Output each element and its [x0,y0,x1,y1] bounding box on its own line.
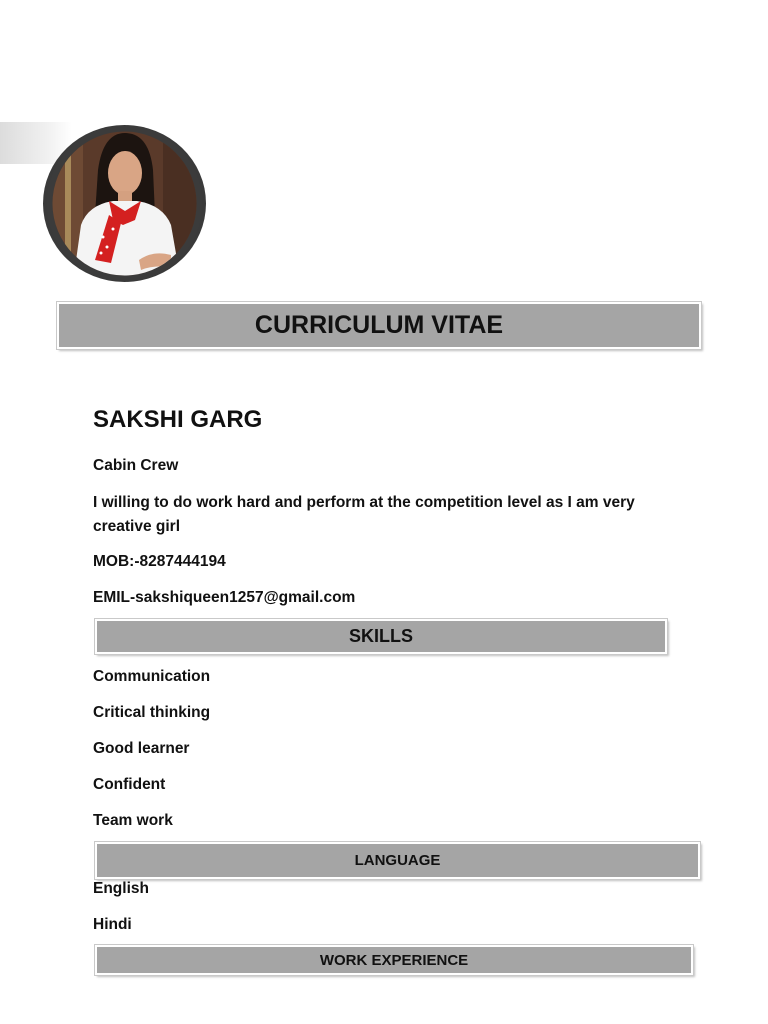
profile-photo [43,125,206,282]
cv-title-banner: CURRICULUM VITAE [57,302,701,349]
language-heading: LANGUAGE [95,842,700,879]
skill-item: Team work [93,812,173,829]
language-item: English [93,880,149,897]
candidate-role: Cabin Crew [93,457,179,474]
skills-heading: SKILLS [95,619,667,654]
language-item: Hindi [93,916,132,933]
candidate-name: SAKSHI GARG [93,406,263,433]
email-address: EMIL-sakshiqueen1257@gmail.com [93,589,356,606]
mobile-number: MOB:-8287444194 [93,553,226,570]
career-objective: I willing to do work hard and perform at the competition level as I am very creative girl [93,494,635,535]
skill-item: Good learner [93,740,190,757]
skill-item: Confident [93,776,166,793]
skill-item: Communication [93,668,211,685]
work-experience-heading: WORK EXPERIENCE [95,945,693,975]
skill-item: Critical thinking [93,704,211,721]
